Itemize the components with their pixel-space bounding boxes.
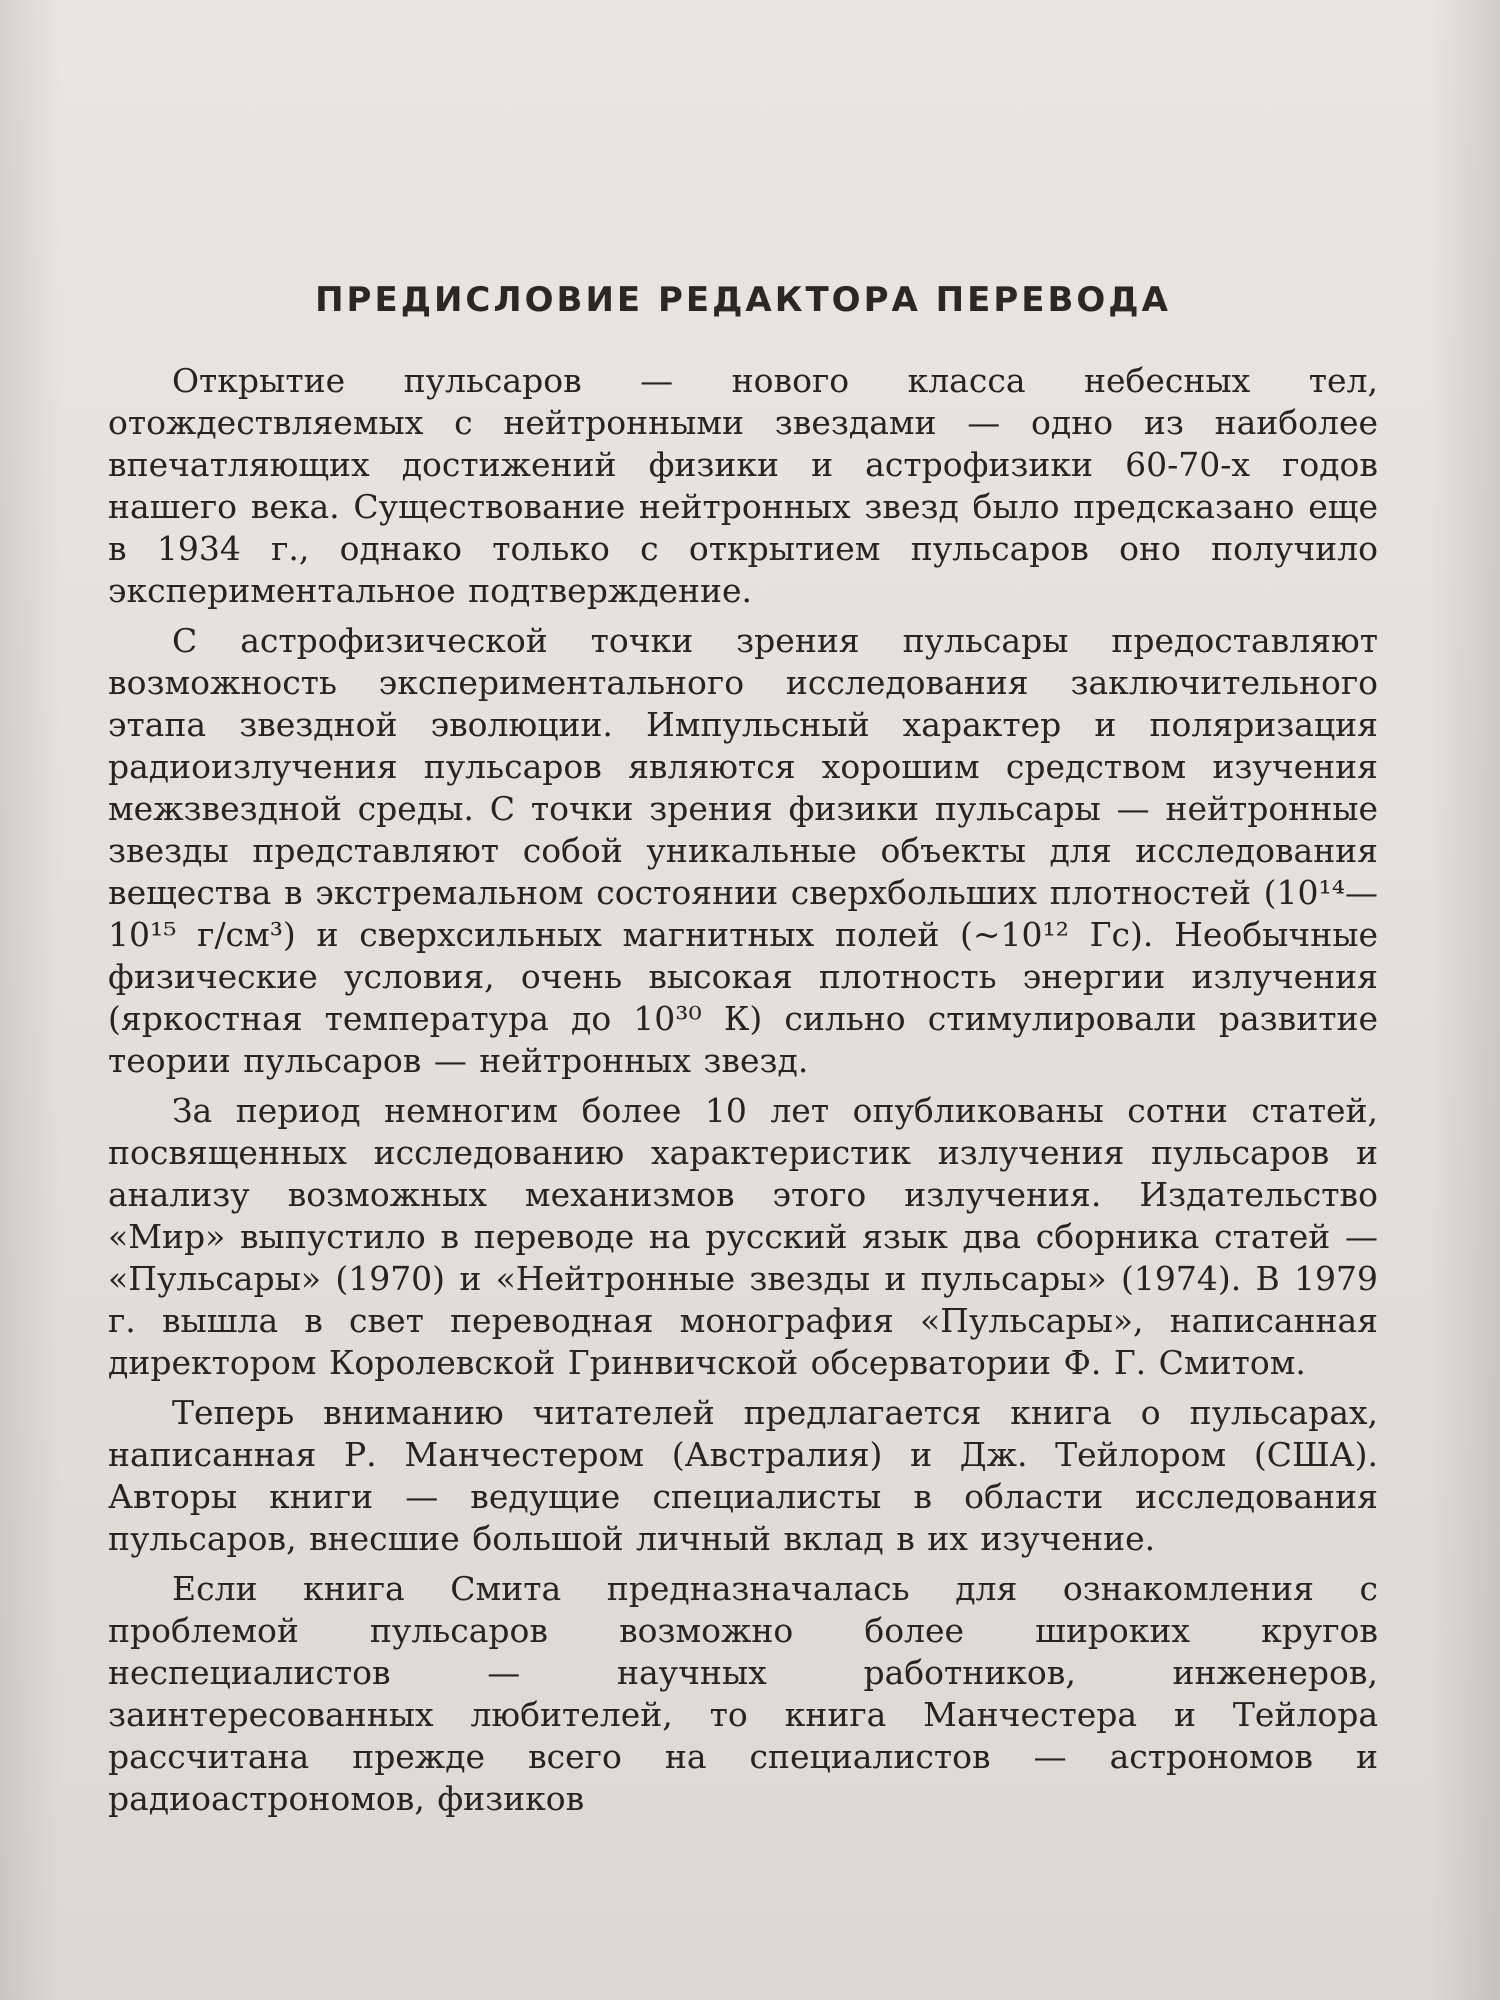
paragraph-4: Теперь вниманию читателей предлагается книга о пульсарах, написанная Р. Манчестером (Австралия) и Дж. Тейлором (США). Авторы книги — ведущие специалисты в области исследования пульсаров, внесшие большой личный вклад в их изучение.: [108, 1393, 1378, 1558]
book-page: [108, 280, 1378, 1828]
paragraph-2: С астрофизической точки зрения пульсары предоставляют возможность экспериментального исследования заключительного этапа звездной эволюции. Импульсный характер и поляризация радиоизлучения пульсаров являются хорошим средством изучения межзвездной среды. С точки зрения физики пульсары — нейтронные звезды представляют собой уникальные объекты для исследования вещества в экстремальном состоянии сверхбольших плотностей (10¹⁴—10¹⁵ г/см³) и сверхсильных магнитных полей (~10¹² Гс). Необычные физические условия, очень высокая плотность энергии излучения (яркостная температура до 10³⁰ К) сильно стимулировали развитие теории пульсаров — нейтронных звезд.: [108, 621, 1378, 1080]
page-edge-shadow-left: [0, 0, 60, 2000]
paragraph-5: Если книга Смита предназначалась для ознакомления с проблемой пульсаров возможно более широких кругов неспециалистов — научных работников, инженеров, заинтересованных любителей, то книга Манчестера и Тейлора рассчитана прежде всего на специалистов — астрономов и радиоастрономов, физиков: [108, 1569, 1378, 1818]
paragraph-1: Открытие пульсаров — нового класса небесных тел, отождествляемых с нейтронными звездами — одно из наиболее впечатляющих достижений физики и астрофизики 60-70-х годов нашего века. Существование нейтронных звезд было предсказано еще в 1934 г., однако только с открытием пульсаров оно получило экспериментальное подтверждение.: [108, 361, 1378, 610]
chapter-title: ПРЕДИСЛОВИЕ РЕДАКТОРА ПЕРЕВОДА: [315, 280, 1171, 320]
page-edge-shadow-right: [1430, 0, 1500, 2000]
paragraph-3: За период немногим более 10 лет опубликованы сотни статей, посвященных исследованию характеристик излучения пульсаров и анализу возможных механизмов этого излучения. Издательство «Мир» выпустило в переводе на русский язык два сборника статей — «Пульсары» (1970) и «Нейтронные звезды и пульсары» (1974). В 1979 г. вышла в свет переводная монография «Пульсары», написанная директором Королевской Гринвичской обсерватории Ф. Г. Смитом.: [108, 1091, 1378, 1382]
